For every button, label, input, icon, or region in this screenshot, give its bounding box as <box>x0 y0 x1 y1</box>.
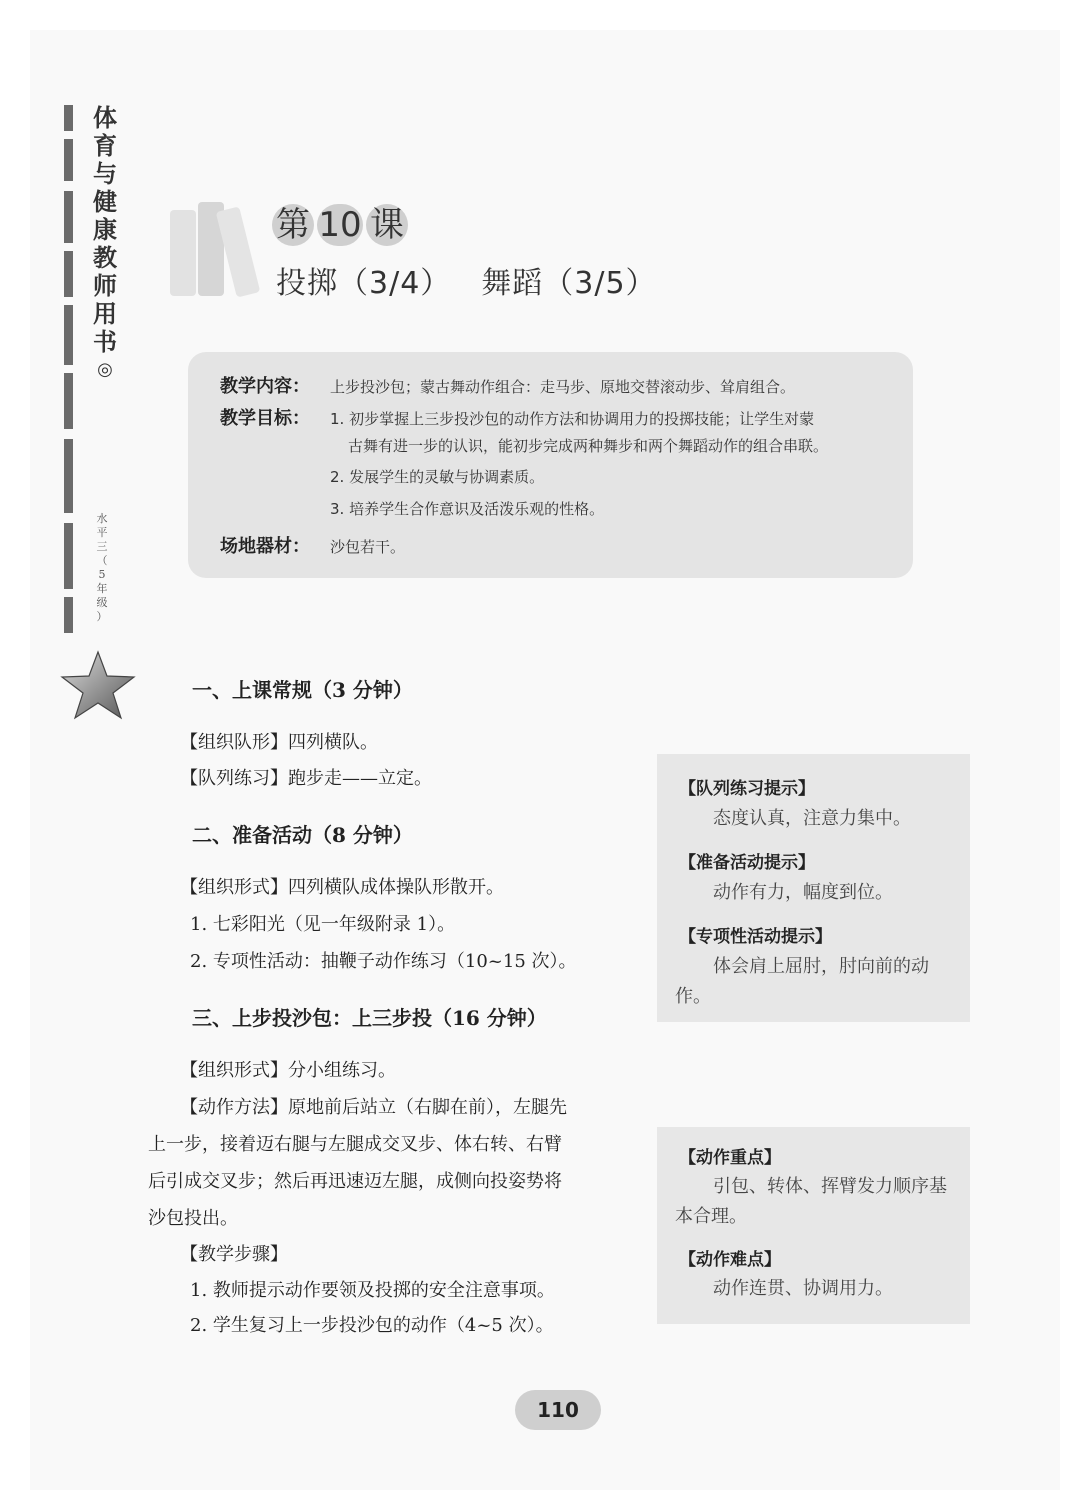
tip-heading: 【准备活动提示】 <box>679 853 815 873</box>
page-number: 110 <box>515 1390 601 1430</box>
body-line: 2. 专项性活动：抽鞭子动作练习（10~15 次）。 <box>190 951 577 972</box>
goal-line: 3. 培养学生合作意识及活泼乐观的性格。 <box>330 500 605 518</box>
body-line: 沙包投出。 <box>148 1208 238 1229</box>
section-heading: 三、上步投沙包：上三步投（16 分钟） <box>192 1006 547 1030</box>
lesson-info-box <box>188 352 913 578</box>
body-line: 1. 七彩阳光（见一年级附录 1）。 <box>190 914 456 935</box>
body-line: 【组织形式】四列横队成体操队形散开。 <box>180 877 504 898</box>
books-icon <box>168 198 268 298</box>
side-decoration-bars <box>64 105 74 640</box>
teaching-content: 教学内容： 上步投沙包；蒙古舞动作组合：走马步、原地交替滚动步、耸肩组合。 <box>220 376 796 397</box>
body-line: 后引成交叉步；然后再迅速迈左腿，成侧向投姿势将 <box>148 1171 562 1192</box>
teaching-goals: 教学目标： 1. 初步掌握上三步投沙包的动作方法和协调用力的投掷技能；让学生对蒙 <box>220 408 815 429</box>
body-line: 【教学步骤】 <box>180 1244 288 1265</box>
tip-text: 体会肩上屈肘，肘向前的动作。 <box>675 956 929 1007</box>
tip-heading: 【动作难点】 <box>679 1250 781 1270</box>
body-line: 1. 教师提示动作要领及投掷的安全注意事项。 <box>190 1280 555 1301</box>
section-heading: 二、准备活动（8 分钟） <box>192 823 413 847</box>
tip-heading: 【专项性活动提示】 <box>679 927 832 947</box>
section-heading: 一、上课常规（3 分钟） <box>192 678 413 702</box>
body-line: 【队列练习】跑步走——立定。 <box>180 768 432 789</box>
tip-text: 引包、转体、挥臂发力顺序基本合理。 <box>675 1176 947 1227</box>
star-icon <box>60 650 136 720</box>
grade-level-vertical: 水 平 三 （ 5 年 级 ） <box>96 512 108 623</box>
tips-box-practice <box>657 754 970 1022</box>
tip-text: 动作连贯、协调用力。 <box>713 1278 893 1299</box>
book-title-vertical: 体 育 与 健 康 教 师 用 书 ◎ <box>93 103 117 380</box>
body-line: 【动作方法】原地前后站立（右脚在前），左腿先 <box>180 1097 567 1118</box>
tip-text: 动作有力，幅度到位。 <box>713 882 893 903</box>
goal-line: 古舞有进一步的认识，能初步完成两种舞步和两个舞蹈动作的组合串联。 <box>348 437 829 455</box>
body-line: 2. 学生复习上一步投沙包的动作（4~5 次）。 <box>190 1315 554 1336</box>
body-line: 上一步，接着迈右腿与左腿成交叉步、体右转、右臂 <box>148 1134 562 1155</box>
tips-box-action <box>657 1127 970 1324</box>
tip-heading: 【队列练习提示】 <box>679 779 815 799</box>
body-line: 【组织队形】四列横队。 <box>180 732 378 753</box>
lesson-title: 第 10 课 <box>272 204 408 246</box>
tip-heading: 【动作重点】 <box>679 1148 781 1168</box>
tip-text: 态度认真，注意力集中。 <box>713 808 911 829</box>
body-line: 【组织形式】分小组练习。 <box>180 1060 396 1081</box>
lesson-topics: 投掷（3/4） 舞蹈（3/5） <box>276 266 657 301</box>
venue-equipment: 场地器材： 沙包若干。 <box>220 536 406 557</box>
goal-line: 2. 发展学生的灵敏与协调素质。 <box>330 468 545 486</box>
